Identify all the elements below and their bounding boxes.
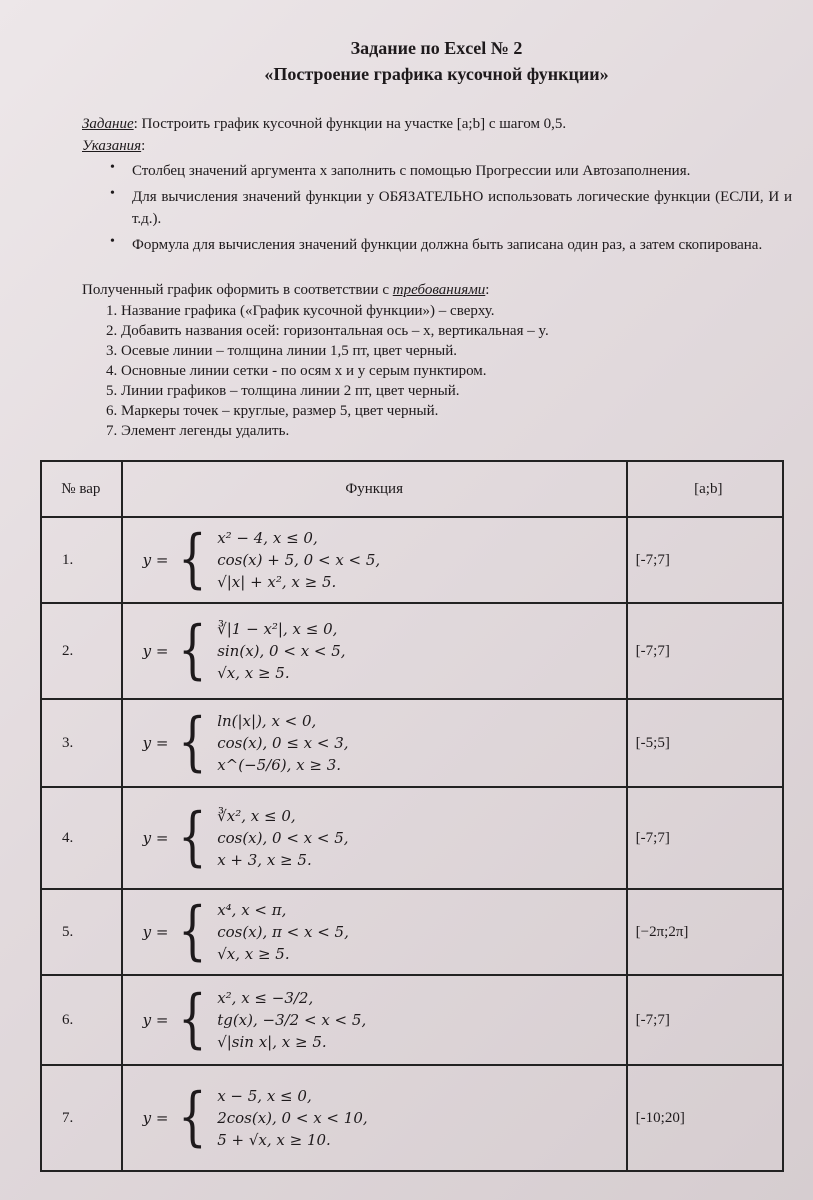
piecewise-formula xyxy=(133,894,616,969)
brace-icon: { xyxy=(178,613,208,688)
formula-cases xyxy=(217,1087,367,1149)
formula-case: x⁴, x < π, xyxy=(217,901,287,919)
formula-case: ∛x², x ≤ 0, xyxy=(217,807,296,825)
brace-icon: { xyxy=(178,982,208,1057)
brace-icon: { xyxy=(178,800,208,875)
range-cell: [-7;7] xyxy=(627,787,783,889)
variant-number: 4. xyxy=(41,787,122,889)
table-row xyxy=(41,975,783,1065)
piecewise-formula xyxy=(133,982,616,1057)
table-row xyxy=(41,699,783,787)
table-row xyxy=(41,787,783,889)
header-num: № вар xyxy=(41,461,122,517)
requirement-item: 3. Осевые линии – толщина линии 1,5 пт, цвет черный. xyxy=(106,343,458,359)
formula-cases xyxy=(217,807,348,869)
variant-number: 2. xyxy=(41,603,122,699)
formula-lhs: y = xyxy=(142,734,169,752)
bullet-dot: • xyxy=(110,160,115,175)
table-row xyxy=(41,1065,783,1171)
variant-number: 6. xyxy=(41,975,122,1065)
page-title: Задание по Excel № 2 xyxy=(350,38,523,58)
variant-number: 1. xyxy=(41,517,122,603)
requirements-link: требованиями xyxy=(392,282,486,298)
function-cell xyxy=(122,787,627,889)
formula-case: √|sin x|, x ≥ 5. xyxy=(217,1033,327,1051)
formula-case: ln(|x|), x < 0, xyxy=(217,712,317,730)
function-cell xyxy=(122,699,627,787)
range-cell: [-7;7] xyxy=(627,975,783,1065)
instructions-label: Указания xyxy=(82,138,142,154)
table-row xyxy=(41,603,783,699)
bullet-dot: • xyxy=(110,234,115,249)
range-cell: [-5;5] xyxy=(627,699,783,787)
formula-case: x^(−5/6), x ≥ 3. xyxy=(217,756,342,774)
range-cell: [-7;7] xyxy=(627,517,783,603)
formula-case: x + 3, x ≥ 5. xyxy=(217,851,312,869)
formula-case: cos(x), π < x < 5, xyxy=(217,923,349,941)
formula-case: 5 + √x, x ≥ 10. xyxy=(217,1131,331,1149)
requirement-item: 4. Основные линии сетки - по осям x и y серым пунктиром. xyxy=(106,363,487,379)
function-cell xyxy=(122,975,627,1065)
piecewise-formula xyxy=(133,522,616,597)
instructions-heading: Указания: xyxy=(82,138,146,154)
variant-number: 7. xyxy=(41,1065,122,1171)
requirements-intro: Полученный график оформить в соответствии с требованиями: xyxy=(82,282,490,298)
requirement-item: 2. Добавить названия осей: горизонтальная ось – x, вертикальная – y. xyxy=(106,323,549,339)
formula-case: cos(x), 0 < x < 5, xyxy=(217,829,349,847)
table-header-row xyxy=(41,461,783,517)
function-cell xyxy=(122,517,627,603)
formula-case: sin(x), 0 < x < 5, xyxy=(217,642,346,660)
task-line xyxy=(82,116,566,133)
range-cell: [-10;20] xyxy=(627,1065,783,1171)
requirement-item: 6. Маркеры точек – круглые, размер 5, цвет черный. xyxy=(106,403,439,419)
formula-lhs: y = xyxy=(142,642,169,660)
task-text: : Построить график кусочной функции на участке [a;b] с шагом 0,5. xyxy=(133,116,567,132)
instruction-item: Формула для вычисления значений функции должна быть записана один раз, а затем скопирована. xyxy=(132,237,763,253)
function-cell xyxy=(122,603,627,699)
task-label: Задание xyxy=(82,116,134,132)
requirement-item: 1. Название графика («График кусочной функции») – сверху. xyxy=(106,303,495,319)
variants-table xyxy=(40,460,784,1172)
formula-cases xyxy=(217,901,349,963)
formula-lhs: y = xyxy=(142,1109,169,1127)
table-row xyxy=(41,889,783,975)
instruction-item: Для вычисления значений функции y ОБЯЗАТЕЛЬНО использовать логические функции (ЕСЛИ, И и т.д.). xyxy=(132,189,792,227)
brace-icon: { xyxy=(178,1080,208,1155)
table-row xyxy=(41,517,783,603)
formula-lhs: y = xyxy=(142,829,169,847)
formula-lhs: y = xyxy=(142,1011,169,1029)
formula-cases xyxy=(217,989,366,1051)
piecewise-formula xyxy=(133,705,616,780)
formula-case: tg(x), −3/2 < x < 5, xyxy=(217,1011,367,1029)
instruction-item: Столбец значений аргумента x заполнить с помощью Прогрессии или Автозаполнения. xyxy=(132,163,691,179)
formula-case: x² − 4, x ≤ 0, xyxy=(217,529,318,547)
formula-cases xyxy=(217,620,345,682)
formula-case: cos(x) + 5, 0 < x < 5, xyxy=(217,551,381,569)
variant-number: 3. xyxy=(41,699,122,787)
formula-lhs: y = xyxy=(142,923,169,941)
function-cell xyxy=(122,1065,627,1171)
piecewise-formula xyxy=(133,800,616,875)
formula-case: x − 5, x ≤ 0, xyxy=(217,1087,312,1105)
variant-number: 5. xyxy=(41,889,122,975)
brace-icon: { xyxy=(178,705,208,780)
header-func: Функция xyxy=(122,461,627,517)
range-cell: [-7;7] xyxy=(627,603,783,699)
brace-icon: { xyxy=(178,894,208,969)
formula-cases xyxy=(217,712,348,774)
piecewise-formula xyxy=(133,613,616,688)
page-subtitle: «Построение графика кусочной функции» xyxy=(264,64,609,84)
brace-icon: { xyxy=(178,522,208,597)
formula-case: cos(x), 0 ≤ x < 3, xyxy=(217,734,349,752)
piecewise-formula xyxy=(133,1080,616,1155)
formula-lhs: y = xyxy=(142,551,169,569)
formula-case: √x, x ≥ 5. xyxy=(217,664,290,682)
function-cell xyxy=(122,889,627,975)
formula-case: x², x ≤ −3/2, xyxy=(217,989,314,1007)
requirement-item: 7. Элемент легенды удалить. xyxy=(106,423,290,439)
requirement-item: 5. Линии графиков – толщина линии 2 пт, цвет черный. xyxy=(106,383,460,399)
formula-case: √|x| + x², x ≥ 5. xyxy=(217,573,337,591)
formula-case: ∛|1 − x²|, x ≤ 0, xyxy=(217,620,338,638)
formula-case: 2cos(x), 0 < x < 10, xyxy=(217,1109,368,1127)
formula-cases xyxy=(217,529,380,591)
bullet-dot: • xyxy=(110,186,115,201)
formula-case: √x, x ≥ 5. xyxy=(217,945,290,963)
header-range: [a;b] xyxy=(627,461,783,517)
range-cell: [−2π;2π] xyxy=(627,889,783,975)
